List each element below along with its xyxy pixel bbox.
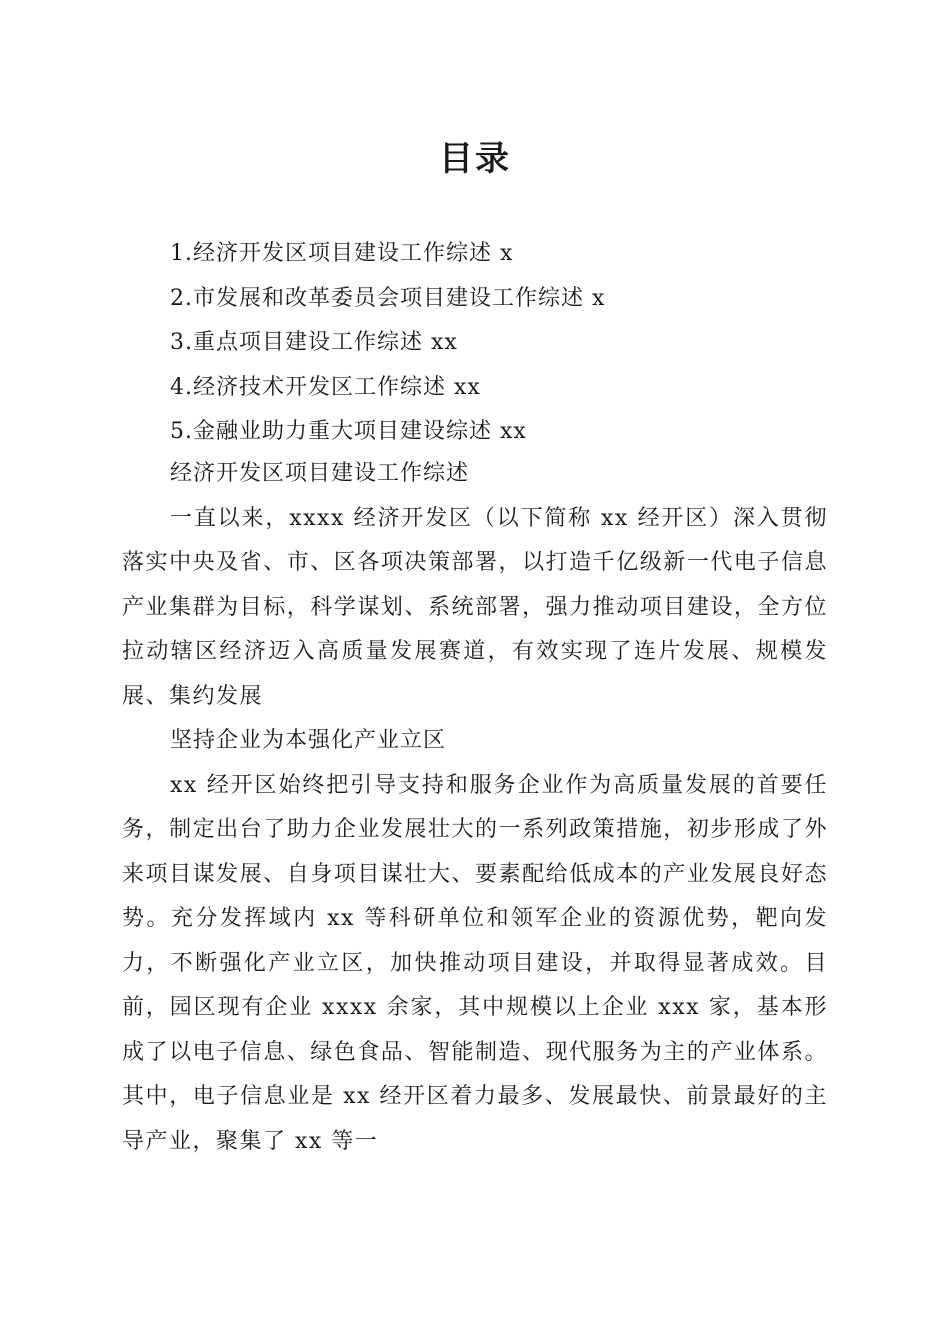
document-title: 目录 <box>439 139 511 179</box>
toc-item: 4.经济技术开发区工作综述 xx <box>170 374 481 400</box>
toc-item: 5.金融业助力重大项目建设综述 xx <box>170 419 527 444</box>
toc-item: 1.经济开发区项目建设工作综述 x <box>170 241 514 266</box>
table-of-contents <box>170 232 850 455</box>
toc-item: 2.市发展和改革委员会项目建设工作综述 x <box>170 285 606 311</box>
section-title: 经济开发区项目建设工作综述 <box>170 461 470 486</box>
toc-item: 3.重点项目建设工作综述 xx <box>170 330 458 355</box>
subheading: 坚持企业为本强化产业立区 <box>170 728 447 753</box>
document-body <box>122 452 828 1164</box>
paragraph: 一直以来，xxxx 经济开发区（以下简称 xx 经开区）深入贯彻落实中央及省、市、区各项决策部署，以打造千亿级新一代电子信息产业集群为目标，科学谋划、系统部署，强力推动项目建设，全方位拉动辖区经济迈入高质量发展赛道，有效实现了连片发展、规模发展、集约发展 <box>122 505 828 709</box>
paragraph: xx 经开区始终把引导支持和服务企业作为高质量发展的首要任务，制定出台了助力企业发展壮大的一系列政策措施，初步形成了外来项目谋发展、自身项目谋壮大、要素配给低成本的产业发展良好态势。充分发挥域内 xx 等科研单位和领军企业的资源优势，靶向发力，不断强化产业立区，加快推动项目建设，并取得显著成效。目前，园区现有企业 xxxx 余家，其中规模以上企业 xxx 家，基本形成了以电子信息、绿色食品、智能制造、现代服务为主的产业体系。其中，电子信息业是 xx 经开区着力最多、发展最快、前景最好的主导产业，聚集了 xx 等一 <box>122 772 828 1154</box>
